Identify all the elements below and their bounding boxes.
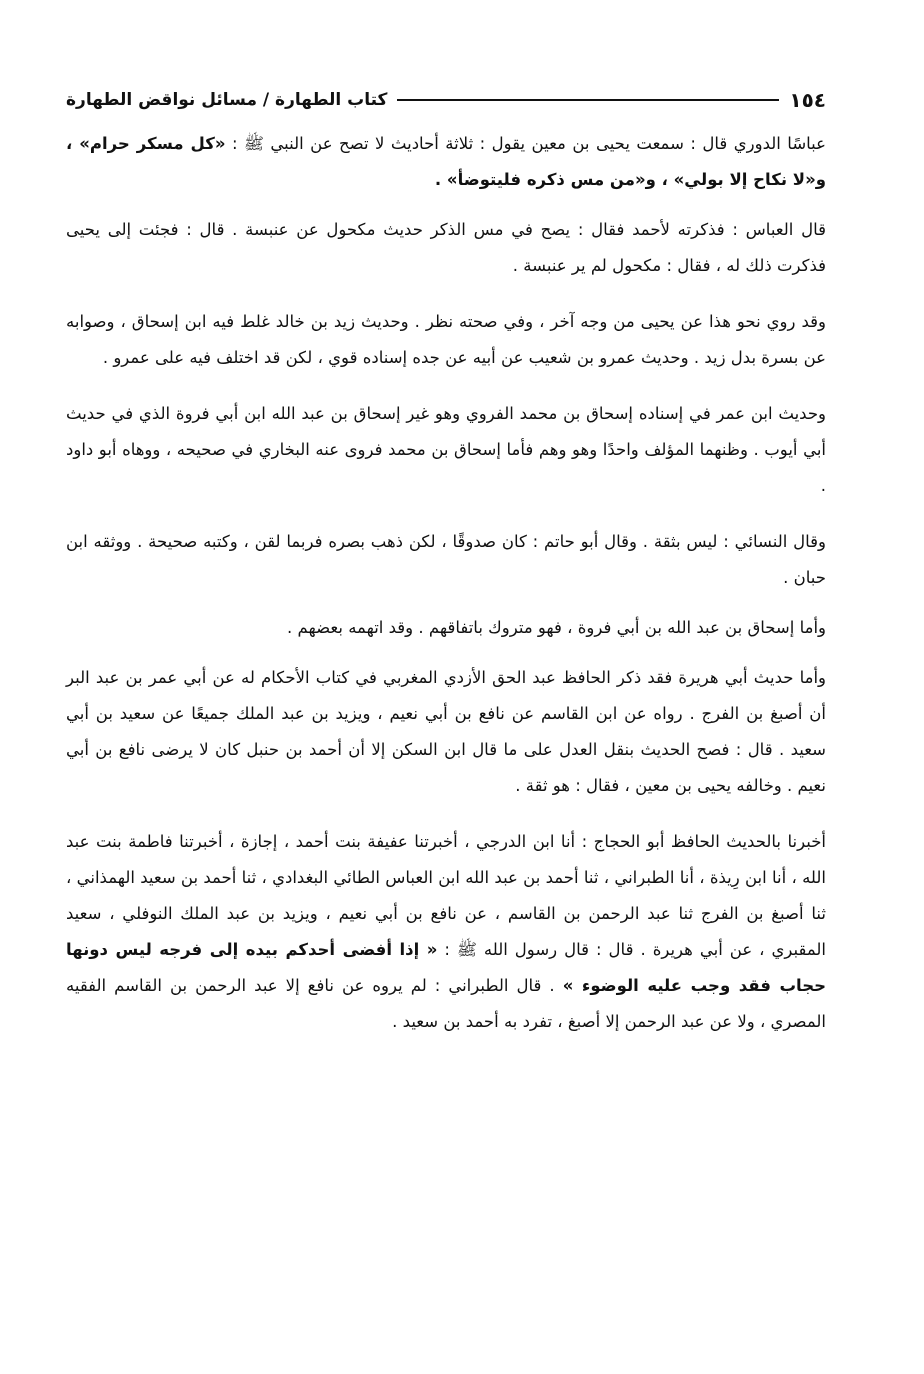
book-section-title: كتاب الطهارة / مسائل نواقض الطهارة — [66, 90, 388, 110]
paragraph-text: قال العباس : فذكرته لأحمد فقال : يصح في مس الذكر حديث مكحول عن عنبسة . قال : فجئت إلى يحيى فذكرت ذلك له ، فقال : مكحول لم ير عنبسة . — [66, 220, 826, 275]
book-page — [66, 80, 826, 1060]
paragraph-7 — [66, 660, 826, 804]
paragraph-5 — [66, 524, 826, 596]
paragraph-8 — [66, 824, 826, 1040]
paragraph-text-end: . قال الطبراني : لم يروه عن نافع إلا عبد الرحمن بن القاسم الفقيه المصري ، ولا عن عبد الرحمن إلا أصبغ ، تفرد به أحمد بن سعيد . — [66, 976, 826, 1031]
paragraph-2 — [66, 212, 826, 284]
paragraph-text: وأما حديث أبي هريرة فقد ذكر الحافظ عبد الحق الأزدي المغربي في كتاب الأحكام له عن أبي عمر بن عبد البر أن أصبغ بن الفرج . رواه عن ابن القاسم عن نافع بن أبي نعيم ، ويزيد بن عبد الملك جميعًا عن سعيد بن أبي سعيد . قال : فصح الحديث بنقل العدل على ما قال ابن السكن إلا أن أحمد بن حنبل كان لا يرضى نافع بن أبي نعيم . وخالفه يحيى بن معين ، فقال : هو ثقة . — [66, 668, 826, 795]
page-number: ١٥٤ — [789, 88, 826, 112]
header-rule — [397, 99, 779, 101]
paragraph-text: وقد روي نحو هذا عن يحيى من وجه آخر ، وفي صحته نظر . وحديث زيد بن خالد غلط فيه ابن إسحاق ، وصوابه عن بسرة بدل زيد . وحديث عمرو بن شعيب عن أبيه عن جده إسناده قوي ، لكن قد اختلف فيه على عمرو . — [66, 312, 826, 367]
paragraph-text: وأما إسحاق بن عبد الله بن أبي فروة ، فهو متروك باتفاقهم . وقد اتهمه بعضهم . — [287, 618, 826, 637]
paragraph-text: وقال النسائي : ليس بثقة . وقال أبو حاتم : كان صدوقًا ، لكن ذهب بصره فربما لقن ، وكتبه صحيحة . ووثقه ابن حبان . — [66, 532, 826, 587]
paragraph-text: عباسًا الدوري قال : سمعت يحيى بن معين يقول : ثلاثة أحاديث لا تصح عن النبي ﷺ : — [225, 134, 826, 153]
running-header — [66, 80, 826, 120]
paragraph-text: أخبرنا بالحديث الحافظ أبو الحجاج : أنا ابن الدرجي ، أخبرتنا عفيفة بنت أحمد ، إجازة ، أخبرتنا فاطمة بنت عبد الله ، أنا ابن رِيذة ، أنا الطبراني ، ثنا أحمد بن عبد الله ابن العباس الطائي البغدادي ، ثنا أحمد بن سعيد الهمذاني ، ثنا أصبغ بن الفرج ثنا عبد الرحمن بن القاسم ، عن نافع بن أبي نعيم ، ويزيد بن عبد الملك النوفلي ، سعيد المقبري ، عن أبي هريرة . قال : قال رسول الله ﷺ : — [66, 832, 826, 959]
paragraph-text: وحديث ابن عمر في إسناده إسحاق بن محمد الفروي وهو غير إسحاق بن عبد الله ابن أبي فروة الذي في حديث أبي أيوب . وظنهما المؤلف واحدًا وهو وهم فأما إسحاق بن محمد فروى عنه البخاري في صحيحه ، ووهاه أبو داود . — [66, 404, 826, 495]
paragraph-1 — [66, 126, 826, 198]
quoted-hadith-titles: «كل مسكر حرام» ، و«لا نكاح إلا بولي» ، و«من مس ذكره فليتوضأ» . — [66, 134, 826, 189]
paragraph-4 — [66, 396, 826, 504]
paragraph-3 — [66, 304, 826, 376]
quoted-hadith-text: « إذا أفضى أحدكم بيده إلى فرجه ليس دونها حجاب فقد وجب عليه الوضوء » — [66, 940, 827, 995]
paragraph-6 — [66, 610, 826, 646]
